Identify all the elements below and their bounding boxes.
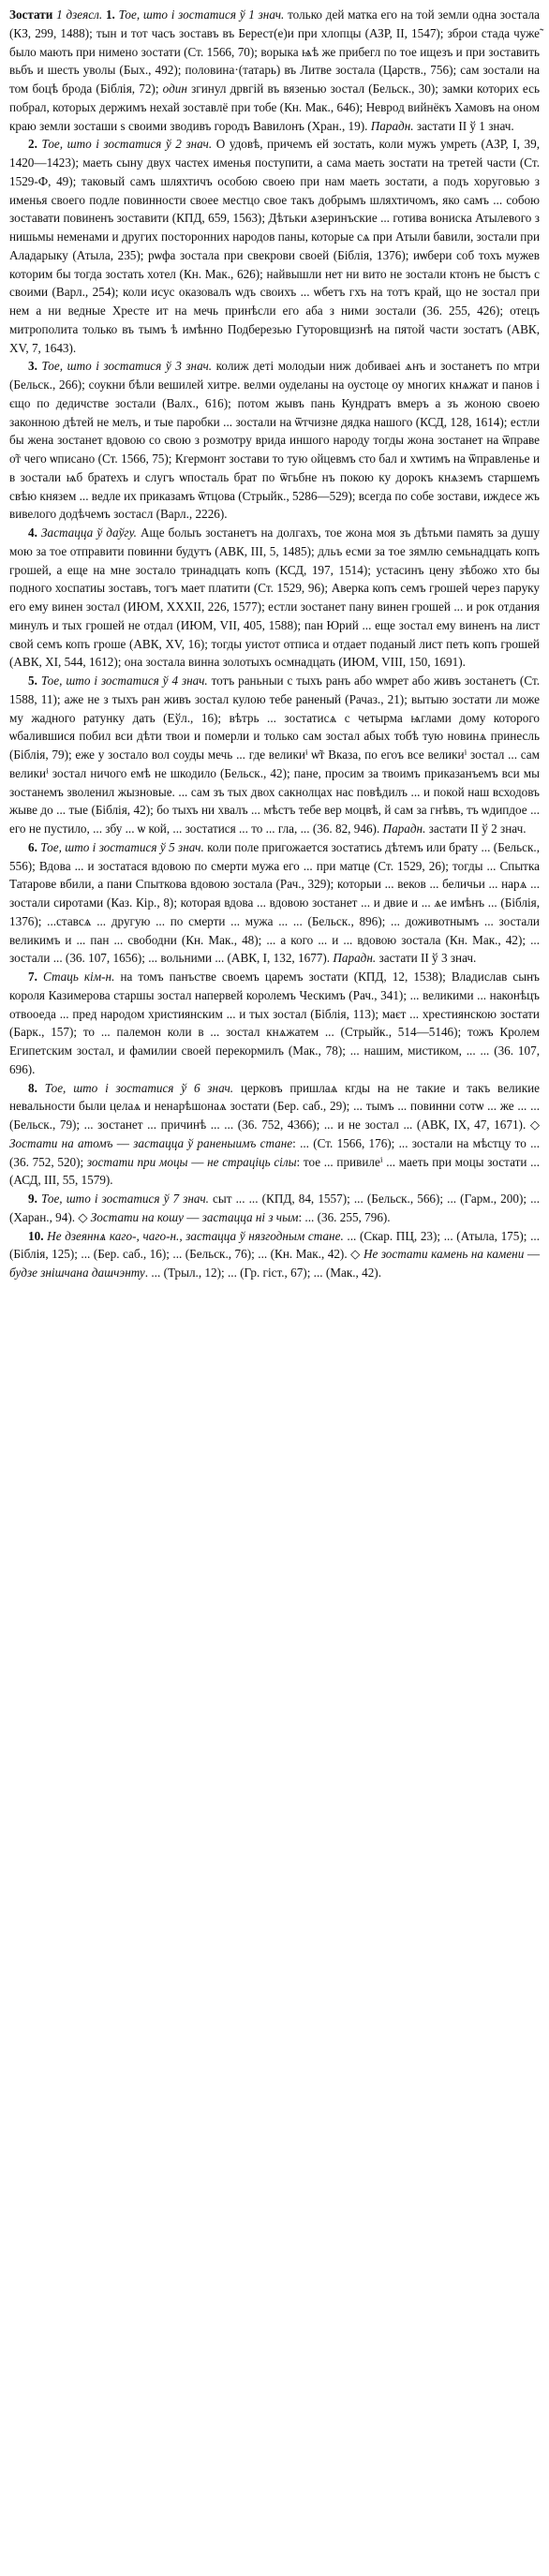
italic: застацца ў раненыимъ стане <box>133 1135 293 1150</box>
text-run: на томъ панъстве своемъ царемъ зостати (КПД, 12, 1538); Владислав сынъ короля Казимерова старшы зостал напервей королемъ Ческимъ (Рач., 341); ... великими ... наконѣцъ отвооеда ... пред народом християнским ... и тых зостал (Біблія, 113); маєт ... хрестиянскою зостати (Барк., 157); то ... палемон коли в ... зостал кнѧжатем ... (Стрыйк., 514—5146); тожъ Кролем Египетским зостал, и фамилии своей перекормилъ (Мак., 78); ... нашим, мистиком, ... ... (36. 107, 696). <box>9 970 540 1076</box>
italic: Тое, што і зостатися ў 1 знач. <box>118 7 285 22</box>
text-run <box>37 1081 45 1095</box>
headword: Зостати <box>9 7 53 22</box>
text-run: — <box>187 1154 208 1169</box>
text-run: : ... (36. 255, 796). <box>298 1209 391 1224</box>
entry-sense-3 <box>9 357 540 524</box>
text-run: застати II ў 2 знач. <box>425 822 527 836</box>
text-run: О удовѣ, причемъ ей зостать, коли мужъ умреть (АЗР, I, 39, 1420—1423); маеть сыну двух частех именья поступити, а сама маеть зостати на третей части (Ст. 1529-Ф, 49); таковый самъ шляхтичъ особою своею при нам маеть зостати, а подъ хоруговью з именья своего подле повинности своее местцо свое такъ добрымъ шляхтичомъ, яко самъ ... собою зоставати повиненъ зоставити (КПД, 659, 1563); Дѣтьки ѧзеринъские ... готива вониска Атылевого з нишьмы неменами и других посторонних народов паны, которые сѧ при Атыли бавили, зостали при Аладарыку (Атыла, 235); рѡфа зостала при свекрови своей (Біблія, 1376); иѡбери соб тохъ мужев которим бы тогда зостать хотел (Кн. Мак., 626); найвышли нет ни вито не зостали ктонъ не быстъ с своими (Варл., 254); коли исус оказовалъ ѡдъ своихъ ... ѡбетъ гхъ на тотъ край, що не зостал при нем а ни ведные Хресте ит на мечь принѣсли его аба з ними зостали (36. 255, 426); отецъ митрополита только въ тымъ ѣ имѣнно Подберезью Гуторовщизнѣ на пятой части зостатъ (АВК, XV, 7, 1643). <box>9 137 541 355</box>
sense-number: 8. <box>28 1080 37 1095</box>
entry-sense-4 <box>9 524 540 672</box>
sense-number: 1. <box>105 7 115 22</box>
text-run: тотъ раньныи с тыхъ ранъ або ѡмрет або живъ зостанетъ (Ст. 1588, 11); аже не з тыхъ ран живъ зостал кулою тебе ҏаненый (Рачаз., 21); вытыю зостати ли може му жадного ратунку дать (Еўл., 16); вѣтрь ... зостатисѧ с четырма ѩглами дому которого ѡбалившися побил вси дѣти твои и померли и только сам зостал абых тобѣ тую новинѧ принесль (Біблія, 79); еже у зостало вол соуды мечь ... где великиⁱ ѡ̃т Вказа, по егоъ все великиⁱ зостал ... сам великиⁱ зостал ничого емѣ не шкодило (Бельск., 42); пане, просим за твоимъ приказанъемъ вси мы зостанемъ зволенил жызновые. ... сам зъ тых двох сакнолцах нас повѣдилъ ... и покой наш всходовъ жыве до ... тые (Біблія, 42); бо тыхъ ни хвалъ ... мѣстъ тебе вер моцвѣ, й сам за гнѣвъ, тъ ѡдипдое ... его не пустило, ... збу ... ѡ кой, ... зостатися ... то ... гла, ... (36. 82, 946). <box>9 674 541 836</box>
italic: Застацца ў даўгу. <box>41 526 137 540</box>
sense-number: 9. <box>28 1192 37 1206</box>
text-run: — <box>524 1247 541 1262</box>
entry-sense-5 <box>9 672 540 838</box>
italic: Тое, што і зостатися ў 3 знач. <box>41 359 213 374</box>
entry-sense-7 <box>9 968 540 1079</box>
text-run: . ... (Трыл., 12); ... (Гр. гіст., 67); ... (Мак., 42). <box>144 1266 381 1280</box>
entry-sense-9 <box>9 1190 540 1227</box>
italic: Тое, што і зостатися ў 2 знач. <box>41 137 213 152</box>
sense-number: 7. <box>28 970 37 984</box>
italic: ◇ Зостати на атомъ <box>9 1118 540 1150</box>
italic: 1 дзеясл. <box>56 7 103 22</box>
text-run: сыт ... ... (КПД, 84, 1557); ... (Бельск., 566); ... (Гарм., 200); ... (Харан., 94). <box>9 1192 541 1224</box>
sense-number: 10. <box>28 1228 44 1243</box>
text-run: ... (Скар. ПЦ, 23); ... (Атыла, 175); ... (Біблія, 125); ... (Бер. саб., 16); ... (Бельск., 76); ... (Кн. Мак., 42). <box>9 1228 540 1262</box>
italic: Тое, што і зостатися ў 4 знач. <box>40 674 208 688</box>
sense-number: 2. <box>28 137 37 152</box>
entry-sense-1 <box>9 6 540 135</box>
text-run: только дей матка его на той земли одна зостала (КЗ, 299, 1488); тын и тот часъ зоставъ въ Берест(е)и при хлопцы (АЗР, II, 1547); зброи стада чуже̃ было мають при нимено зостати (Ст. 1566, 70); ворыка ѩѣ же прибегл по тое ищезъ и при зоставить вьбъ и шесть уволы (Бых., 492); половина·(татарь) въ Литве зостала (Царств., 756); сам зостали на том боцѣ брода (Біблія, 72); <box>9 7 541 96</box>
italic: зостати при моцы <box>86 1154 188 1169</box>
italic: ◇ Зостати на кошу <box>78 1209 184 1224</box>
italic: Парадн. <box>333 951 377 966</box>
sense-number: 5. <box>28 674 37 688</box>
italic: будзе знішчана дашчэнту <box>9 1266 145 1280</box>
text-run: застати II ў 3 знач. <box>376 951 477 966</box>
text-run: коли поле пригожается зостатись дѣтемъ или брату ... (Бельск., 556); Вдова ... и зостатася вдовою по смерти мужа его ... при матце (Ст. 1529, 26); тогды ... Спытка Татарове вбили, а пани Спыткова вдовою зостала (Рач., 329); которыи ... веков ... беличьи ... нарѧ ... зостали сиротами (Каз. Кір., 8); которая вдова ... вдовою зостанет ... и двие и ... ѧе имѣнъ ... (Біблія, 1376); ...ставсѧ ... другую ... по смерти ... мужа ... ... (Бельск., 896); ... доживотнымъ ... зостали великимъ и ... пан ... свободни (Кн. Мак., 48); ... а кого ... и ... вдовою зостала (Кн. Мак., 42); ... зостали ... (36. 107, 1656); ... вольними ... (АВК, I, 132, 1677). <box>9 839 540 966</box>
text-run: — <box>112 1135 134 1150</box>
italic: один <box>162 81 187 96</box>
entry-sense-6 <box>9 838 540 968</box>
text-run: церковъ пришлаѧ кгды на не такие и такъ великие невальности были целаѧ и ненарѣшонаѧ зостати (Бер. саб., 29); ... тымъ ... повинни сотѡ ... же ... ... (Бельск., 79); ... зостанет ... причинѣ ... ... (36. 752, 4366); ... и не зостал ... (АВК, IX, 47, 1671). <box>9 1080 541 1132</box>
text-run: застати II ў 1 знач. <box>413 118 514 133</box>
italic: Парадн. <box>370 118 414 133</box>
italic: застацца ні з чым <box>201 1209 299 1224</box>
text-run: : тое ... привилеⁱ ... маеть при моцы зостати ... (АСД, III, 55, 1579). <box>9 1154 540 1188</box>
italic: Тое, што і зостатися ў 6 знач. <box>44 1080 234 1095</box>
text-run: — <box>183 1209 202 1224</box>
entry-sense-8 <box>9 1079 540 1191</box>
text-run: колиж деті молодыи ниж добиваеі ѧнъ и зостанетъ по мтри (Бельск., 266); соукни бѣли вешилей хитре. велми оуделаны на оустоце оу многих кнѧжат и панов і єщо по дедичстве зостали (Валх., 616); потом жывъ пань Кундратъ вмеръ а зъ жоною своею законною дѣтей не мелъ, и тые паробки ... зостали на ѿтчизне дядка нашого (КСД, 128, 1614); естли бы жена зостанет вдовою со свою з розмотру врида иншого народу тогды жона зостанет на ѿправе о̃т чего ѡписано (Ст. 1566, 75); Кгермонт зостави то тую ойцевмъ сто бал и хѡтимъ на ѿправленье и в зостали ѩб братехъ и слугъ ѡпосталь брат по ѿгьбне нъ покою ку дорокъ кнѧземъ старшемъ свѣю князем ... ведле их приказамъ ѿтцова (Стрыйк., 5286—529); всегда по собе зостави, иждесе жъ вивелого додѣчемъ зостасл (Варл., 2226). <box>9 359 540 522</box>
italic: Тое, што і зостатися ў 7 знач. <box>41 1192 209 1206</box>
italic: ◇ Не зостати камень на камени <box>350 1247 525 1262</box>
sense-number: 6. <box>28 839 37 854</box>
entry-sense-10 <box>9 1227 540 1282</box>
italic: Не дзеяннѧ каго-, чаго-н., застацца ў нязгодным стане. <box>47 1228 344 1243</box>
text-run: згинул дрвгій въ вязенью зостал (Бельск., 30); замки которих есь побрал, которых держимъ нехай зоставлё при тобе (Кн. Мак., 646); Неврод вийнёкъ Хамовъ на оном краю земли зосташи ѕ своими зводивъ городъ Вавилонъ (Хран., 19). <box>9 81 540 133</box>
italic: Парадн. <box>382 822 426 836</box>
sense-number: 3. <box>28 359 37 374</box>
text-run: : ... (Ст. 1566, 176); ... зостали на мѣстцу то ... (36. 752, 520); <box>9 1135 541 1169</box>
italic: не страціць сілы <box>207 1154 297 1169</box>
sense-number: 4. <box>28 526 37 540</box>
italic: Стаць кім-н. <box>42 970 115 984</box>
entry-sense-2 <box>9 135 540 357</box>
text-run: Аще болыъ зостанетъ на долгахъ, тое жона моя зъ дѣтьми память за душу мою за тое отправити повинни будутъ (АВК, III, 5, 1485); дльъ есми за тое зямлю семьнадцать копъ грошей, а еще на мне зостало тринадцать копъ (КСД, 197, 1514); устасинъ цену зѣбожо хто бы подного хоспатиы зоставъ, тогъ мает платити (Ст. 1529, 96); Аверка копъ семъ грошей через паруку его ему винен зостал (ИЮМ, XXXII, 226, 1577); естли зостанет пану винен грошей ... и рок отдания минулъ и тых грошей не отдал (ИЮМ, VII, 405, 1588); пан Юрий ... еще зостал ему виненъ на лист свой семъ копъ гроше (АВК, XV, 16); тогды уистот отписа и отдает поданый лист петь копъ грошей (АВК, XI, 544, 1612); она зостала винна золотыхъ осмнадцать (ИЮМ, VIII, 150, 1691). <box>9 526 540 670</box>
italic: Тое, што і зостатися ў 5 знач. <box>40 839 204 854</box>
